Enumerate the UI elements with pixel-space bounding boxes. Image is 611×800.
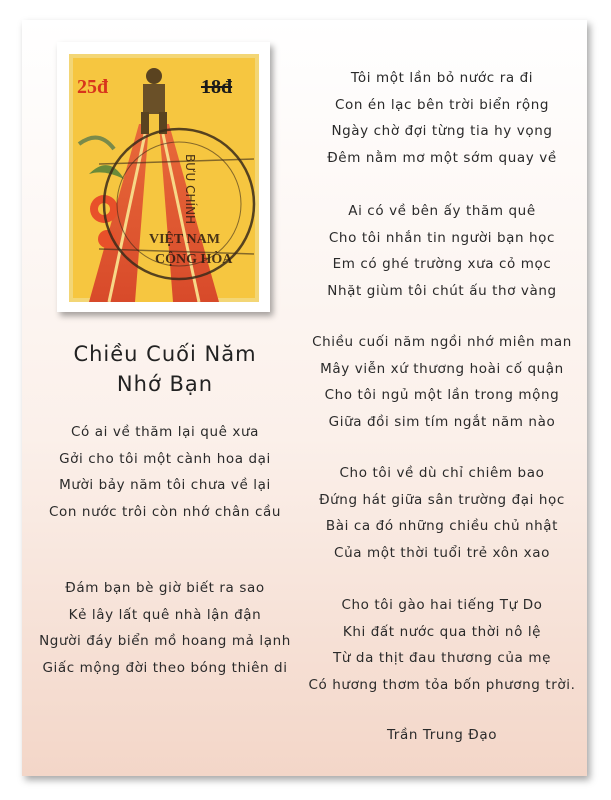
verse-line: Từ da thịt đau thương của mẹ <box>333 650 551 666</box>
verse-line: Khi đất nước qua thời nô lệ <box>342 623 542 640</box>
verse-line: Cho tôi gào hai tiếng Tự Do <box>341 597 543 613</box>
postmark-bottom-text-1: VIỆT NAM <box>149 232 220 247</box>
verse-line: Giữa đồi sim tím ngắt năm nào <box>328 413 556 430</box>
verse-line: Ngày chờ đợi từng tia hy vọng <box>331 123 553 139</box>
postmark-bottom-text-2: CỘNG HÒA <box>155 252 233 267</box>
verse-line: Của một thời tuổi trẻ xôn xao <box>334 544 550 561</box>
stamp-price-old: 18đ <box>201 76 233 98</box>
verse-line: Kẻ lây lất quê nhà lận đận <box>68 606 262 623</box>
poem-title-line1: Chiều Cuối Năm <box>73 342 257 366</box>
verse-line: Chiều cuối năm ngồi nhớ miên man <box>312 334 572 350</box>
postage-stamp-image <box>69 54 259 302</box>
stamp-price-new: 25đ <box>77 76 109 98</box>
verse-line: Cho tôi nhắn tin người bạn học <box>328 229 556 246</box>
verse-line: Đứng hát giữa sân trường đại học <box>319 491 565 508</box>
verse-line: Con nước trôi còn nhớ chân cầu <box>48 503 281 520</box>
verse-line: Người đáy biển mồ hoang mả lạnh <box>39 633 291 649</box>
poem-author: Trần Trung Đạo <box>386 727 498 743</box>
postmark-side-text: BƯU CHÍNH <box>183 154 197 225</box>
verse-line: Bài ca đó những chiều chủ nhật <box>325 518 559 534</box>
verse-line: Giấc mộng đời theo bóng thiên di <box>42 659 288 676</box>
poem-title-line2: Nhớ Bạn <box>116 372 214 396</box>
verse-line: Mây viễn xứ thương hoài cố quận <box>320 360 564 377</box>
verse-line: Đêm nằm mơ một sớm quay về <box>327 149 557 166</box>
verse-line: Ai có về bên ấy thăm quê <box>348 203 536 219</box>
verse-line: Đám bạn bè giờ biết ra sao <box>65 580 265 596</box>
verse-line: Cho tôi ngủ một lần trong mộng <box>324 387 560 403</box>
verse-line: Em có ghé trường xưa cỏ mọc <box>332 256 552 272</box>
verse-line: Nhặt giùm tôi chút ấu thơ vàng <box>327 282 557 299</box>
verse-line: Cho tôi về dù chỉ chiêm bao <box>339 465 545 481</box>
verse-line: Con én lạc bên trời biển rộng <box>334 96 550 113</box>
verse-line: Gởi cho tôi một cành hoa dại <box>59 450 271 467</box>
verse-line: Có ai về thăm lại quê xưa <box>70 424 260 440</box>
verse-line: Có hương thơm tỏa bốn phương trời. <box>308 676 576 693</box>
verse-line: Mười bảy năm tôi chưa về lại <box>59 477 271 493</box>
verse-line: Tôi một lần bỏ nước ra đi <box>350 70 534 86</box>
